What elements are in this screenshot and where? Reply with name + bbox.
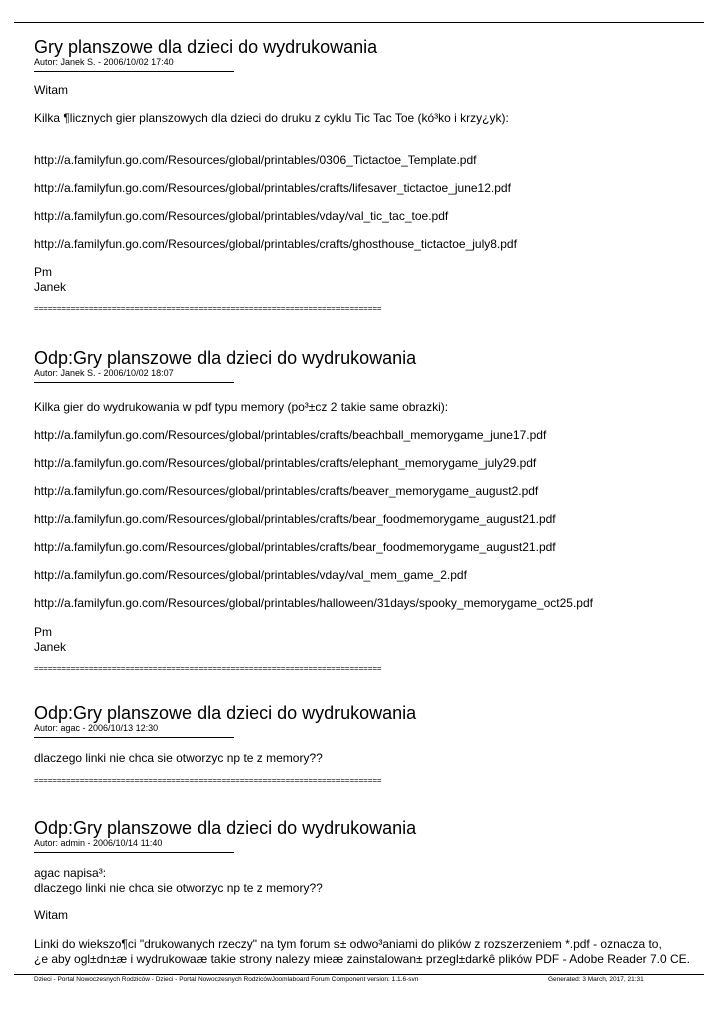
post-link[interactable]: http://a.familyfun.go.com/Resources/global/printables/crafts/lifesaver_tictactoe_june12.pdf [34,181,511,195]
forum-post [34,818,714,966]
post-meta: Autor: Janek S. - 2006/10/02 18:07 [34,368,174,378]
forum-post [34,348,714,673]
post-link[interactable]: http://a.familyfun.go.com/Resources/global/printables/0306_Tictactoe_Template.pdf [34,153,477,167]
post-link[interactable]: http://a.familyfun.go.com/Resources/global/printables/crafts/ghosthouse_tictactoe_july8.pdf [34,237,517,251]
post-text: ¿e aby ogl±dn±æ i wydrukowaæ takie strony nalezy mieæ zainstalowan± przegl±darkê plików PDF - Adobe Reader 7.0 CE. [34,952,690,966]
post-title: Gry planszowe dla dzieci do wydrukowania [34,37,378,57]
post-separator: ============================================================================ [34,664,382,673]
post-link[interactable]: http://a.familyfun.go.com/Resources/global/printables/crafts/beaver_memorygame_august2.pdf [34,484,539,498]
meta-rule [34,71,234,72]
post-link[interactable]: http://a.familyfun.go.com/Resources/global/printables/crafts/bear_foodmemorygame_august21.pdf [34,512,556,526]
post-link[interactable]: http://a.familyfun.go.com/Resources/global/printables/vday/val_tic_tac_toe.pdf [34,209,449,223]
footer-generated: Generated: 3 March, 2017, 21:31 [548,976,644,983]
meta-rule [34,382,234,383]
post-separator: ============================================================================ [34,304,382,313]
post-text: Janek [34,280,67,294]
meta-rule [34,852,234,853]
post-quote-author: agac napisa³: [34,866,107,880]
post-link[interactable]: http://a.familyfun.go.com/Resources/global/printables/crafts/elephant_memorygame_july29.pdf [34,456,537,470]
post-text: Linki do wiekszo¶ci "drukowanych rzeczy" na tym forum s± odwo³aniami do plików z rozszerzeniem *.pdf - oznacza to, [34,937,662,951]
post-text: Pm [34,265,52,279]
post-meta: Autor: Janek S. - 2006/10/02 17:40 [34,57,174,67]
post-link[interactable]: http://a.familyfun.go.com/Resources/global/printables/halloween/31days/spooky_memorygame_oct25.pdf [34,596,593,610]
top-rule [14,22,704,23]
post-title: Odp:Gry planszowe dla dzieci do wydrukowania [34,348,417,368]
post-quote: dlaczego linki nie chca sie otworzyc np te z memory?? [34,881,323,895]
forum-post [34,703,714,785]
post-text: Janek [34,640,67,654]
post-meta: Autor: admin - 2006/10/14 11:40 [34,838,163,848]
footer-rule [14,974,704,975]
post-text: Pm [34,625,52,639]
post-separator: ============================================================================ [34,776,382,785]
meta-rule [34,737,234,738]
post-title: Odp:Gry planszowe dla dzieci do wydrukowania [34,703,417,723]
post-link[interactable]: http://a.familyfun.go.com/Resources/global/printables/vday/val_mem_game_2.pdf [34,568,467,582]
post-link[interactable]: http://a.familyfun.go.com/Resources/global/printables/crafts/bear_foodmemorygame_august21.pdf [34,540,556,554]
post-title: Odp:Gry planszowe dla dzieci do wydrukowania [34,818,417,838]
post-text: Witam [34,83,68,97]
post-text: Kilka ¶licznych gier planszowych dla dzieci do druku z cyklu Tic Tac Toe (kó³ko i krzy¿yk): [34,111,509,125]
post-meta: Autor: agac - 2006/10/13 12:30 [34,723,159,733]
post-text: Witam [34,908,68,922]
post-text: Kilka gier do wydrukowania w pdf typu memory (po³±cz 2 takie same obrazki): [34,400,449,414]
forum-post [34,37,714,313]
post-text: dlaczego linki nie chca sie otworzyc np te z memory?? [34,751,323,765]
footer-source: Dzieci - Portal Nowoczesnych Rodziców - Dzieci - Portal Nowoczesnych RodzicówJoomlaboard Forum Component version: 1.1.6-svn [34,976,419,983]
post-link[interactable]: http://a.familyfun.go.com/Resources/global/printables/crafts/beachball_memorygame_june17.pdf [34,428,547,442]
